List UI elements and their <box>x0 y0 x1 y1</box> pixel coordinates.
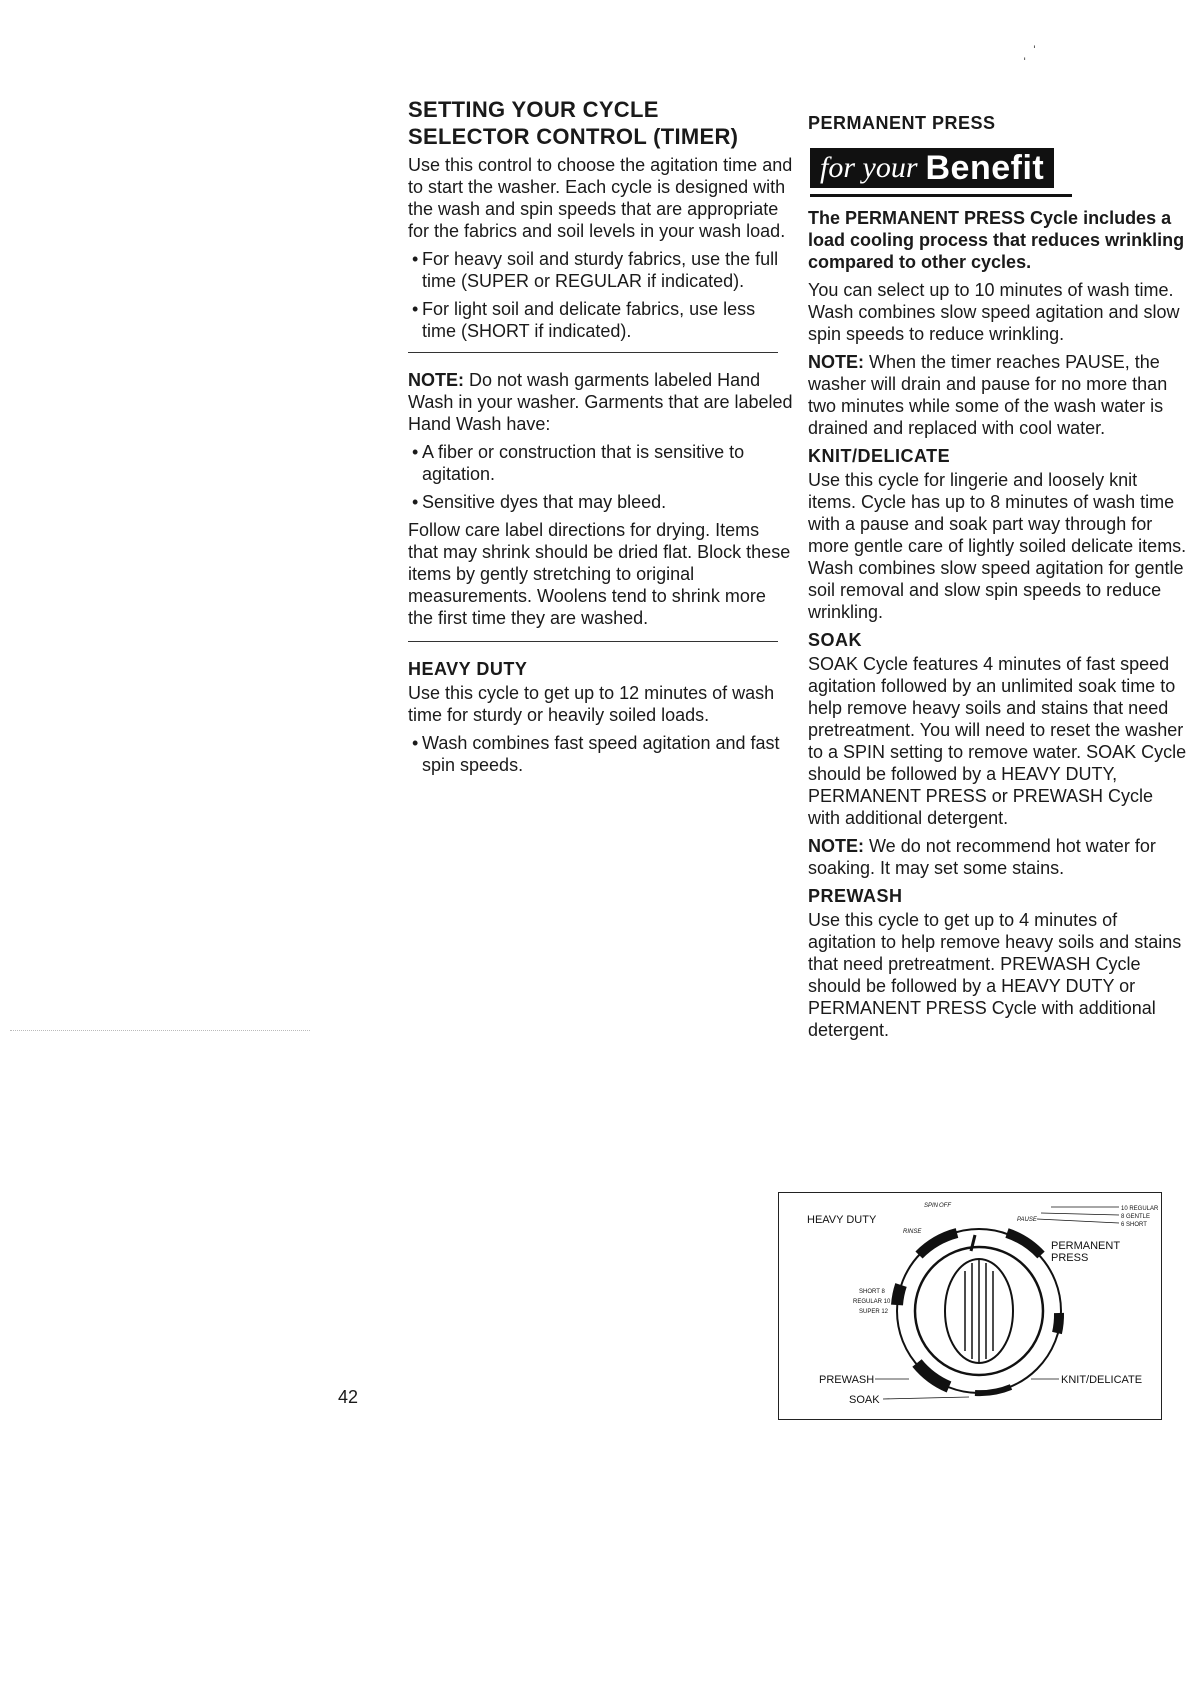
pause-note <box>808 351 1190 439</box>
dial-label-short-6: 6 SHORT <box>1121 1222 1147 1228</box>
dial-label-soak: SOAK <box>849 1394 880 1406</box>
note-label: NOTE: <box>808 836 864 856</box>
note-label: NOTE: <box>408 370 464 390</box>
heavy-duty-time-segment <box>897 1285 901 1305</box>
dial-label-super-12: SUPER 12 <box>859 1309 889 1315</box>
dial-label-spin: SPIN <box>924 1203 939 1209</box>
heavy-duty-segment <box>919 1233 957 1255</box>
section-title-line1: SETTING YOUR CYCLE <box>408 97 659 122</box>
dial-label-regular-10-left: REGULAR 10 <box>853 1299 891 1305</box>
divider <box>408 641 778 642</box>
page-number: 42 <box>338 1387 359 1407</box>
dial-label-knit-delicate: KNIT/DELICATE <box>1061 1374 1143 1386</box>
note-text: We do not recommend hot water for soaking. It may set some stains. <box>808 836 1156 878</box>
soak-heading: SOAK <box>808 630 863 650</box>
scan-mark <box>10 1030 310 1037</box>
for-your-benefit-banner <box>810 148 1054 188</box>
dial-label-heavy-duty: HEAVY DUTY <box>807 1214 877 1226</box>
dial-label-pause: PAUSE <box>1017 1217 1037 1223</box>
list-item: • For heavy soil and sturdy fabrics, use the full time (SUPER or REGULAR if indicated). <box>408 248 793 292</box>
list-item: • A fiber or construction that is sensitive to agitation. <box>408 441 793 485</box>
dial-label-prewash: PREWASH <box>819 1374 875 1386</box>
dial-label-gentle-8: 8 GENTLE <box>1121 1214 1151 1220</box>
hand-wash-bullet-list <box>408 441 793 513</box>
section-title-line2: SELECTOR CONTROL (TIMER) <box>408 124 739 149</box>
banner-word: Benefit <box>925 148 1045 187</box>
right-column <box>808 112 1190 1047</box>
soak-paragraph: SOAK Cycle features 4 minutes of fast speed agitation followed by an unlimited soak time to help remove heavy soils and stains that need pretreatment. You will need to reset the washer to a SPIN setting to remove water. SOAK Cycle should be followed by a HEAVY DUTY, PERMANENT PRESS or PREWASH Cycle with additional detergent. <box>808 654 1187 828</box>
note-label: NOTE: <box>808 352 864 372</box>
knit-delicate-heading: KNIT/DELICATE <box>808 446 951 466</box>
permanent-press-heading: PERMANENT PRESS <box>808 113 996 133</box>
dial-label-off: OFF <box>939 1203 951 1209</box>
scan-mark: ˌ ˈ <box>1022 44 1038 61</box>
left-column <box>408 96 793 782</box>
soak-note <box>808 835 1190 879</box>
cycle-selector-dial-diagram <box>778 1192 1162 1420</box>
knit-delicate-segment <box>1057 1313 1059 1333</box>
heavy-duty-paragraph: Use this cycle to get up to 12 minutes of wash time for sturdy or heavily soiled loads. <box>408 683 775 725</box>
prewash-heading: PREWASH <box>808 886 903 906</box>
dial-illustration <box>779 1193 1163 1421</box>
banner-prefix: for your <box>820 151 918 184</box>
divider <box>408 352 778 353</box>
list-item: • For light soil and delicate fabrics, use less time (SHORT if indicated). <box>408 298 793 342</box>
list-item: • Sensitive dyes that may bleed. <box>408 491 793 513</box>
dial-label-regular-10: 10 REGULAR <box>1121 1206 1159 1212</box>
dial-label-rinse: RINSE <box>903 1229 922 1235</box>
banner-underline <box>810 194 1072 197</box>
note-text: When the timer reaches PAUSE, the washer will drain and pause for no more than two minutes while some of the wash water is drained and replaced with cool water. <box>808 352 1168 438</box>
dial-label-press: PRESS <box>1051 1252 1089 1264</box>
permanent-press-segment <box>1007 1233 1041 1255</box>
permanent-press-paragraph: You can select up to 10 minutes of wash time. Wash combines slow speed agitation and slow spin speeds to reduce wrinkling. <box>808 280 1180 344</box>
heavy-duty-heading: HEAVY DUTY <box>408 659 528 679</box>
heavy-duty-bullet-list <box>408 732 793 776</box>
soil-bullet-list <box>408 248 793 342</box>
knit-delicate-paragraph: Use this cycle for lingerie and loosely knit items. Cycle has up to 8 minutes of wash time with a pause and soak part way through for more gentle care of lightly soiled delicate items. Wash combines slow speed agitation for gentle soil removal and slow spin speeds to reduce wrinkling. <box>808 470 1187 622</box>
prewash-paragraph: Use this cycle to get up to 4 minutes of agitation to help remove heavy soils and stains that need pretreatment. PREWASH Cycle should be followed by a HEAVY DUTY or PERMANENT PRESS Cycle with additional detergent. <box>808 910 1182 1040</box>
care-label-paragraph: Follow care label directions for drying. Items that may shrink should be dried flat. Block these items by gently stretching to original measurements. Woolens tend to shrink more the first time they are washed. <box>408 520 791 628</box>
prewash-segment <box>917 1363 949 1387</box>
note-text: Do not wash garments labeled Hand Wash in your washer. Garments that are labeled Hand Wash have: <box>408 370 793 434</box>
permanent-press-highlight: The PERMANENT PRESS Cycle includes a load cooling process that reduces wrinkling compared to other cycles. <box>808 208 1185 272</box>
list-item: • Wash combines fast speed agitation and fast spin speeds. <box>408 732 793 776</box>
soak-segment <box>975 1387 1011 1393</box>
hand-wash-note <box>408 369 793 435</box>
dial-label-permanent: PERMANENT <box>1051 1240 1121 1252</box>
dial-label-short-8: SHORT 8 <box>859 1289 885 1295</box>
intro-paragraph: Use this control to choose the agitation time and to start the washer. Each cycle is designed with the wash and spin speeds that are appropriate for the fabrics and soil levels in your wash load. <box>408 155 793 241</box>
